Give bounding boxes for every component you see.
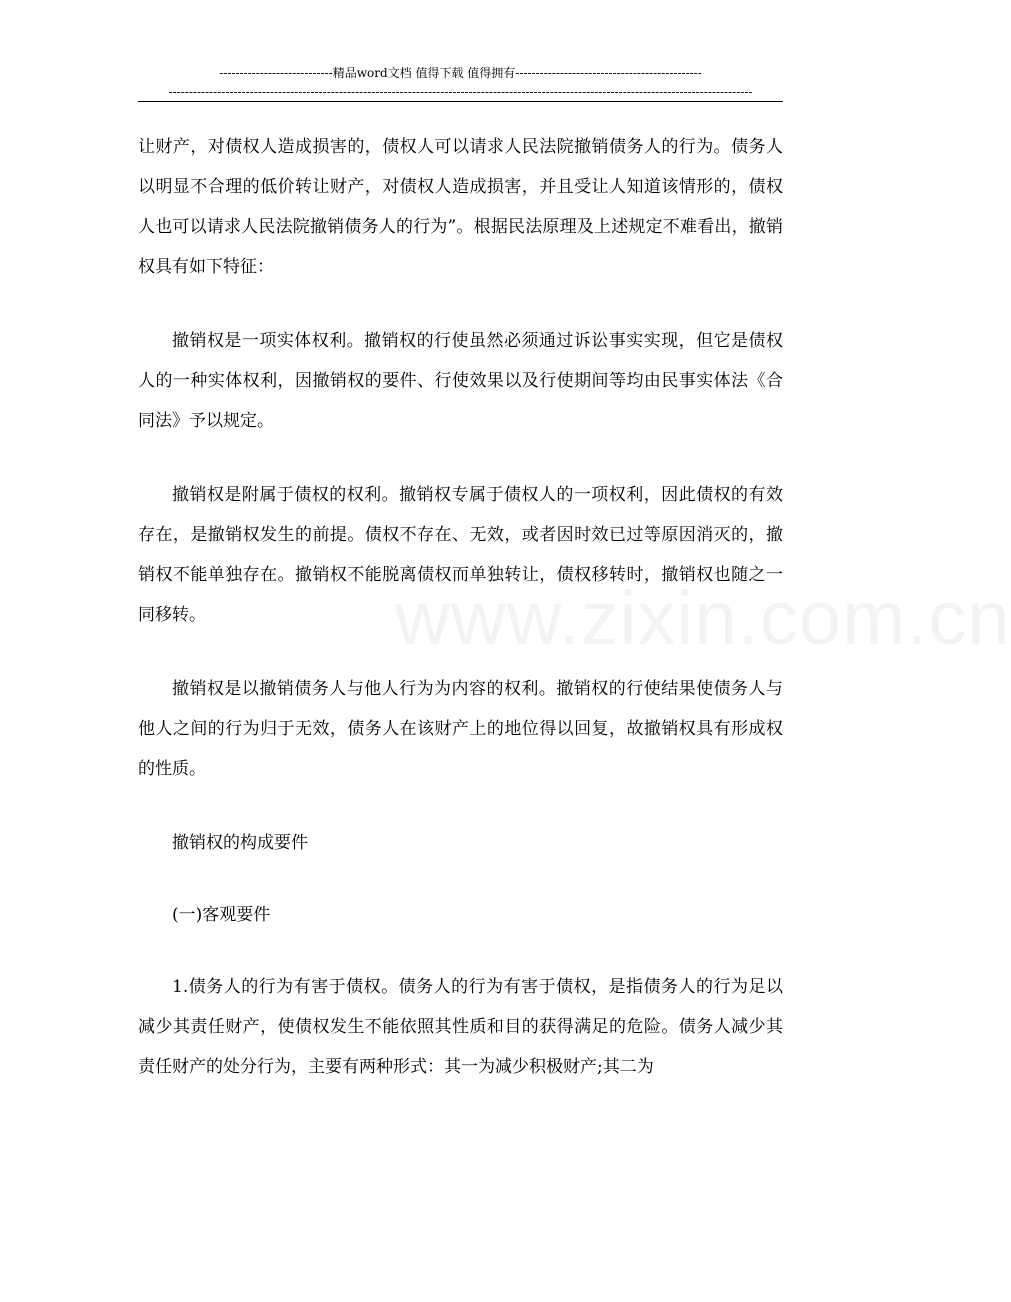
section-heading: 撤销权的构成要件 <box>172 833 308 853</box>
paragraph: 撤销权是一项实体权利。撤销权的行使虽然必须通过诉讼事实实现，但它是债权人的一种实体权利，因撤销权的要件、行使效果以及行使期间等均由民事实体法《合同法》予以规定。 <box>138 331 783 431</box>
watermark: www.zixin.com.cn <box>395 576 1011 661</box>
header-rule <box>138 101 783 102</box>
subsection-heading: (一)客观要件 <box>172 905 271 925</box>
page-header: ----------------------------精品word文档 值得下载 值得拥有---------------------------------------------- <box>219 66 702 80</box>
paragraph: 1.债务人的行为有害于债权。债务人的行为有害于债权，是指债务人的行为足以减少其责任财产，使债权发生不能依照其性质和目的获得满足的危险。债务人减少其责任财产的处分行为，主要有两种形式：其一为减少积极财产;其二为 <box>138 977 783 1077</box>
document-body <box>138 127 783 1121</box>
paragraph: 撤销权是附属于债权的权利。撤销权专属于债权人的一项权利，因此债权的有效存在，是撤销权发生的前提。债权不存在、无效，或者因时效已过等原因消灭的，撤销权不能单独存在。撤销权不能脱离债权而单独转让，债权移转时，撤销权也随之一同移转。 <box>138 485 783 625</box>
paragraph: 撤销权是以撤销债务人与他人行为为内容的权利。撤销权的行使结果使债务人与他人之间的行为归于无效，债务人在该财产上的地位得以回复，故撤销权具有形成权的性质。 <box>138 679 783 779</box>
paragraph-continued: 让财产，对债权人造成损害的，债权人可以请求人民法院撤销债务人的行为。债务人以明显不合理的低价转让财产，对债权人造成损害，并且受让人知道该情形的，债权人也可以请求人民法院撤销债务人的行为”。根据民法原理及上述规定不难看出，撤销权具有如下特征： <box>138 137 783 277</box>
header-dashed-line: ------------------------------------------------------------------------------------------------------------------------------------------------ <box>168 85 753 99</box>
